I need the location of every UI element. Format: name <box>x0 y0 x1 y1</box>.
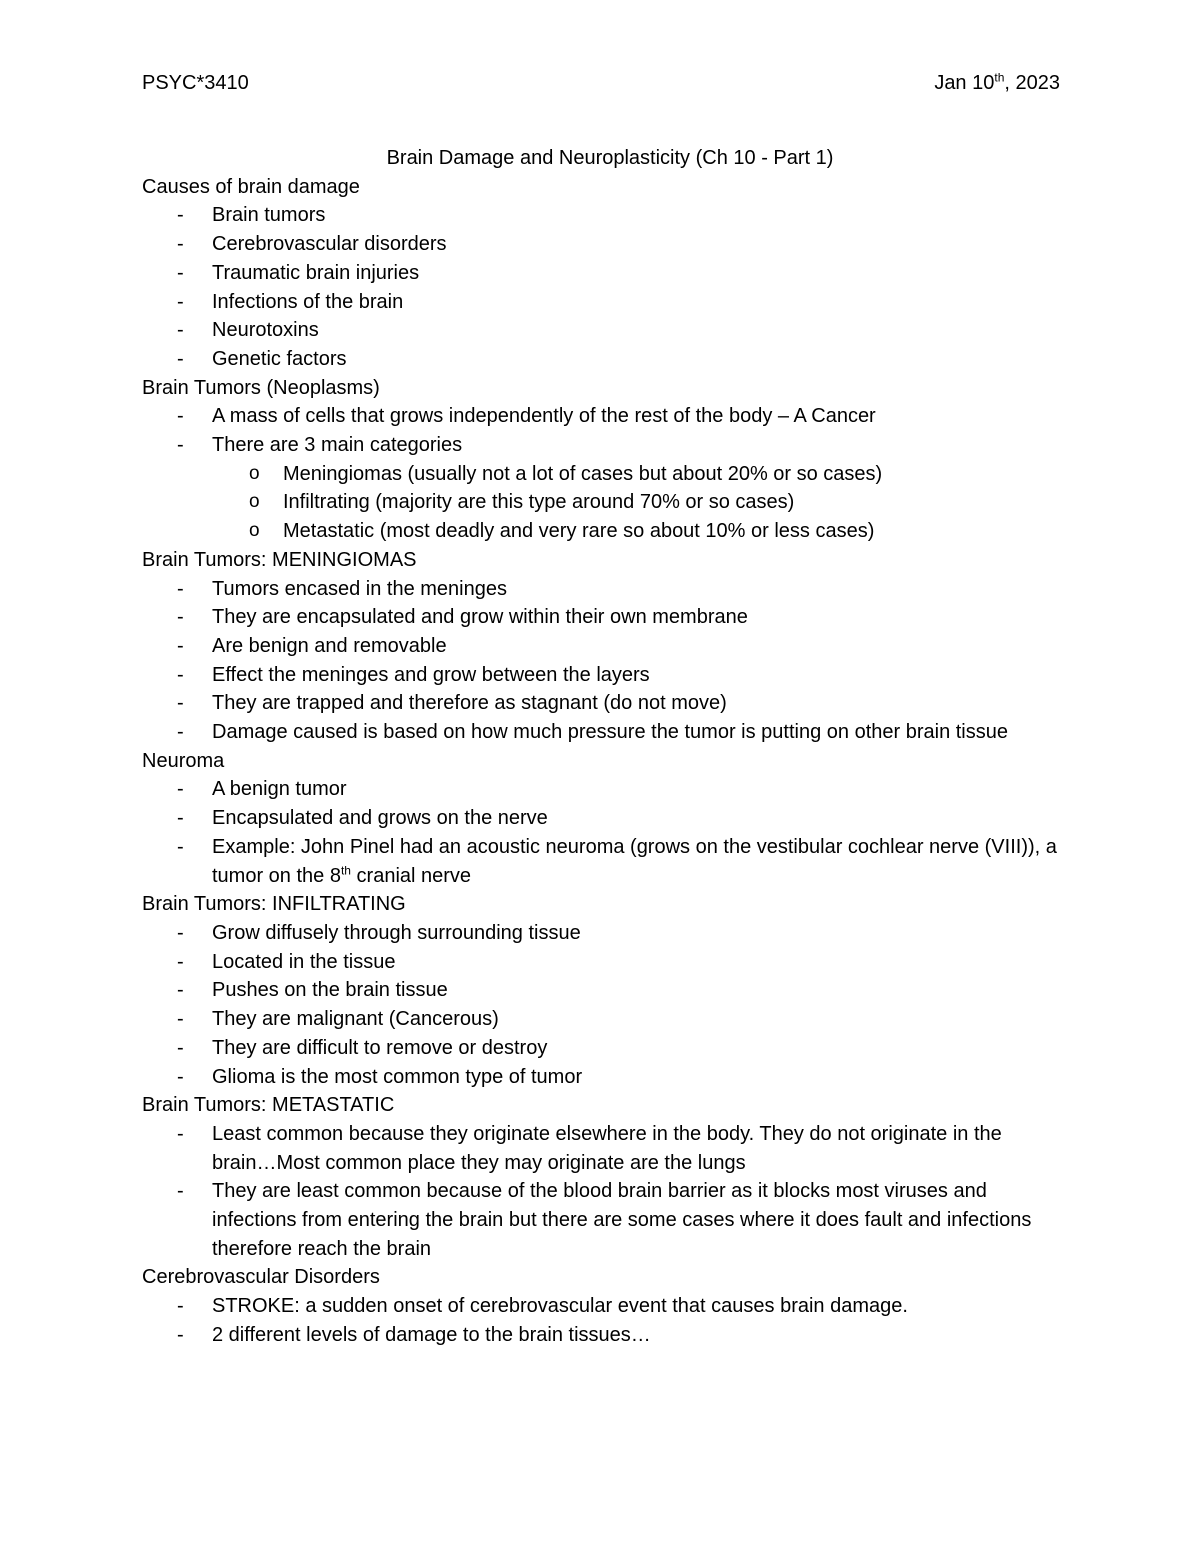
list-item: - Brain tumors <box>142 201 1062 230</box>
list-item: - A benign tumor <box>142 775 1062 804</box>
list-item: - They are encapsulated and grow within their own membrane <box>142 603 1062 632</box>
list-item: - Damage caused is based on how much pressure the tumor is putting on other brain tissue <box>142 718 1062 747</box>
list-item: - Glioma is the most common type of tumor <box>142 1063 1062 1092</box>
list-item: - They are difficult to remove or destroy <box>142 1034 1062 1063</box>
list-item: - Encapsulated and grows on the nerve <box>142 804 1062 833</box>
list-item: - Pushes on the brain tissue <box>142 976 1062 1005</box>
list-item: - They are trapped and therefore as stagnant (do not move) <box>142 689 1062 718</box>
list-item: - STROKE: a sudden onset of cerebrovascular event that causes brain damage. <box>142 1292 1062 1321</box>
infiltrating-list <box>142 919 1062 1091</box>
section-heading-tumors: Brain Tumors (Neoplasms) <box>142 376 380 399</box>
list-item: - Infections of the brain <box>142 288 1062 317</box>
section-heading-metastatic: Brain Tumors: METASTATIC <box>142 1094 395 1117</box>
neuroma-list <box>142 775 1062 890</box>
sub-list-item: o Meningiomas (usually not a lot of cases but about 20% or so cases) <box>142 460 1062 489</box>
section-heading-neuroma: Neuroma <box>142 749 225 772</box>
tumors-list <box>142 402 1062 546</box>
list-item: - Are benign and removable <box>142 632 1062 661</box>
lecture-date: Jan 10th, 2023 <box>934 70 1060 94</box>
list-item: - Example: John Pinel had an acoustic neuroma (grows on the vestibular cochlear nerve (VIII)), a tumor on the 8th cranial nerve <box>142 833 1062 890</box>
list-item: - Least common because they originate elsewhere in the body. They do not originate in the brain…Most common place they may originate are the lungs <box>142 1120 1062 1177</box>
section-heading-causes: Causes of brain damage <box>142 175 360 198</box>
sub-list-item: o Metastatic (most deadly and very rare so about 10% or less cases) <box>142 517 1062 546</box>
page-title: Brain Damage and Neuroplasticity (Ch 10 - Part 1) <box>386 147 834 169</box>
meningiomas-list <box>142 575 1062 747</box>
list-item: - Located in the tissue <box>142 948 1062 977</box>
section-heading-infiltrating: Brain Tumors: INFILTRATING <box>142 893 406 916</box>
list-item: - There are 3 main categories <box>142 431 1062 460</box>
notes-body <box>142 144 1062 1350</box>
list-item: - They are least common because of the blood brain barrier as it blocks most viruses and infections from entering the brain but there are some cases where it does fault and infections therefore reach the brain <box>142 1177 1062 1263</box>
list-item: - A mass of cells that grows independently of the rest of the body – A Cancer <box>142 402 1062 431</box>
list-item: - Neurotoxins <box>142 316 1062 345</box>
cerebrovascular-list <box>142 1292 1062 1349</box>
list-item: - Genetic factors <box>142 345 1062 374</box>
course-code: PSYC*3410 <box>142 72 249 94</box>
metastatic-list <box>142 1120 1062 1264</box>
section-heading-meningiomas: Brain Tumors: MENINGIOMAS <box>142 548 417 571</box>
list-item: - They are malignant (Cancerous) <box>142 1005 1062 1034</box>
list-item: - Cerebrovascular disorders <box>142 230 1062 259</box>
causes-list <box>142 201 1062 373</box>
list-item: - Effect the meninges and grow between the layers <box>142 661 1062 690</box>
list-item: - Traumatic brain injuries <box>142 259 1062 288</box>
list-item: - 2 different levels of damage to the brain tissues… <box>142 1321 1062 1350</box>
list-item: - Grow diffusely through surrounding tissue <box>142 919 1062 948</box>
list-item: - Tumors encased in the meninges <box>142 575 1062 604</box>
sub-list-item: o Infiltrating (majority are this type around 70% or so cases) <box>142 488 1062 517</box>
section-heading-cerebrovascular: Cerebrovascular Disorders <box>142 1266 380 1289</box>
